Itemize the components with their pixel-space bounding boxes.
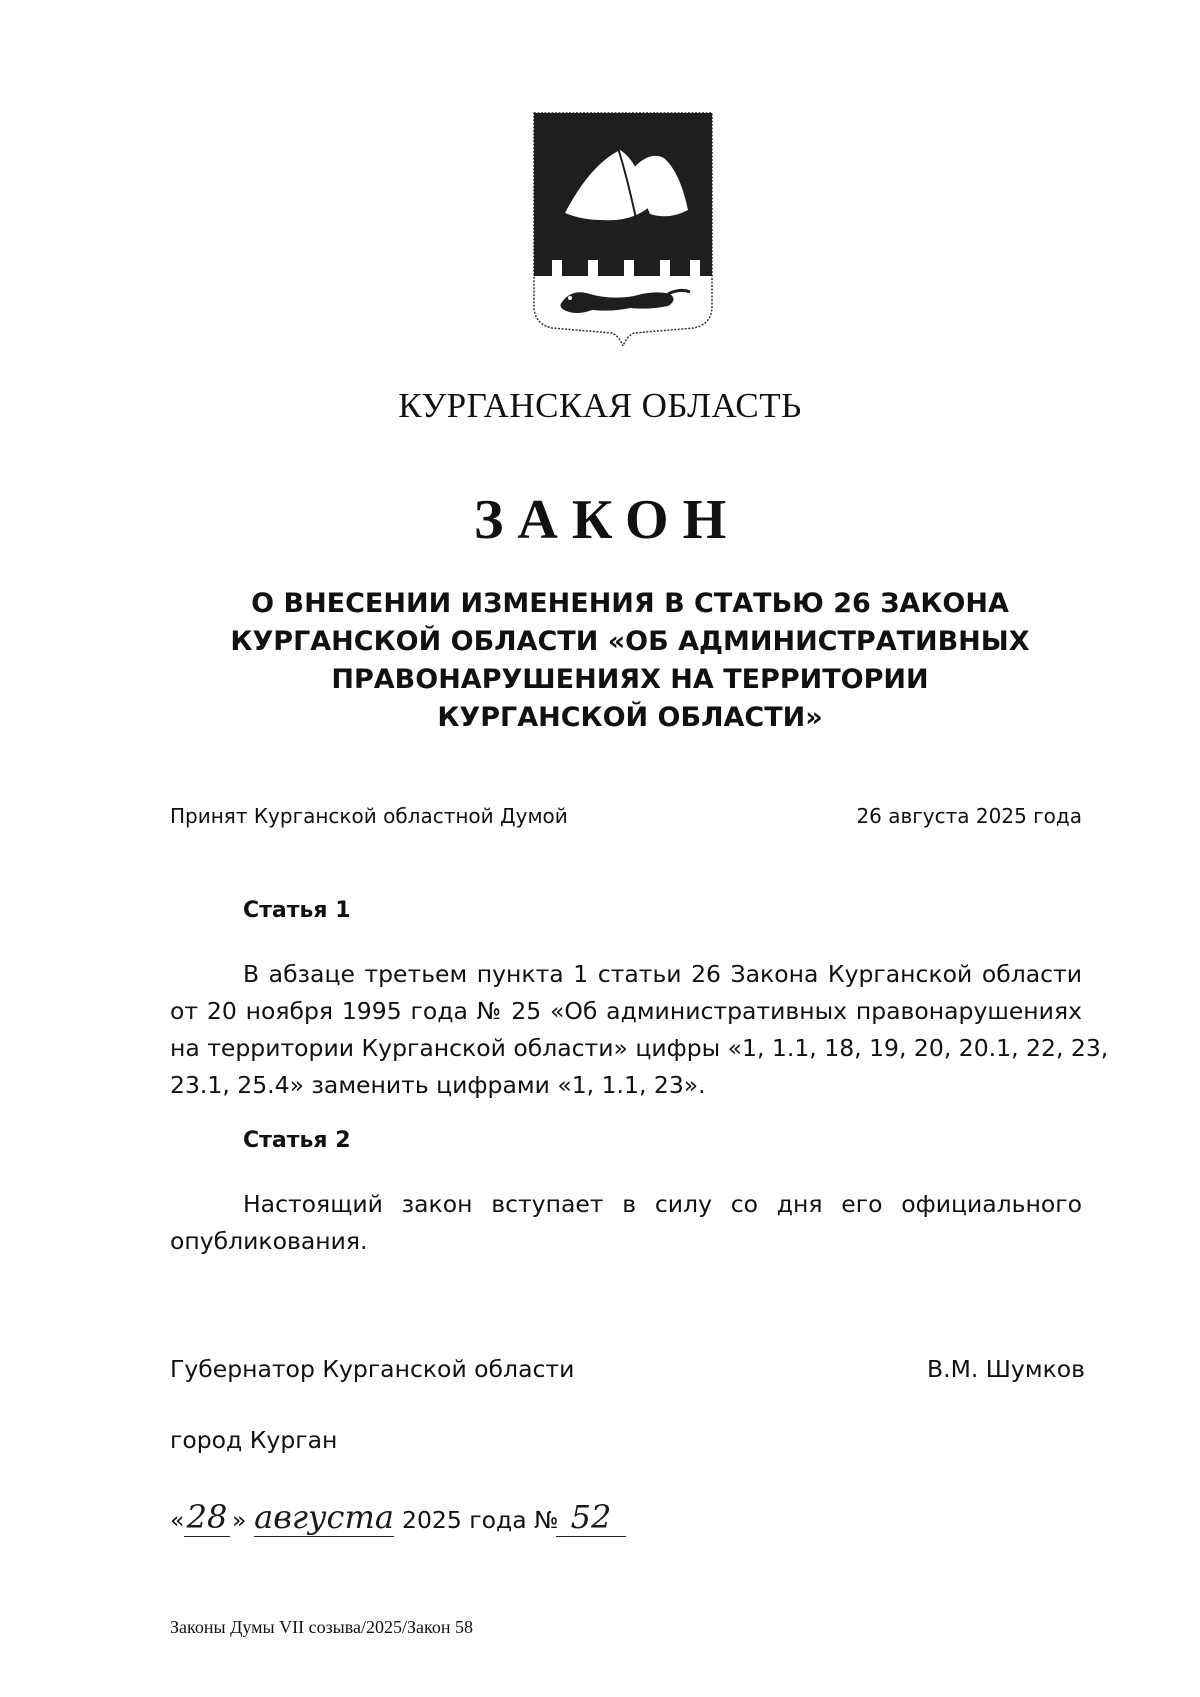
handwritten-number: 52 bbox=[556, 1498, 626, 1537]
law-title bbox=[140, 585, 1120, 737]
article-1-heading: Статья 1 bbox=[243, 898, 351, 923]
title-line: О ВНЕСЕНИИ ИЗМЕНЕНИЯ В СТАТЬЮ 26 ЗАКОНА bbox=[251, 588, 1009, 619]
signatory-name: В.М. Шумков bbox=[927, 1355, 1085, 1383]
coat-of-arms-emblem bbox=[530, 110, 716, 346]
document-type: ЗАКОН bbox=[473, 489, 741, 551]
handwritten-day: 28 bbox=[184, 1498, 230, 1537]
article-line: В абзаце третьем пункта 1 статьи 26 Закона Курганской области bbox=[243, 960, 1082, 988]
article-line: от 20 ноября 1995 года № 25 «Об административных правонарушениях bbox=[170, 997, 1082, 1025]
title-line: ПРАВОНАРУШЕНИЯХ НА ТЕРРИТОРИИ bbox=[331, 664, 929, 695]
region-name: КУРГАНСКАЯ ОБЛАСТЬ bbox=[398, 386, 802, 425]
signature-row bbox=[170, 1355, 1085, 1383]
article-2-body bbox=[170, 1186, 1082, 1260]
handwritten-month: августа bbox=[254, 1498, 394, 1536]
place-of-signing: город Курган bbox=[170, 1426, 338, 1454]
article-line: опубликования. bbox=[170, 1227, 368, 1255]
article-1-body bbox=[170, 956, 1109, 1104]
title-line: КУРГАНСКОЙ ОБЛАСТИ «ОБ АДМИНИСТРАТИВНЫХ bbox=[230, 626, 1030, 657]
adoption-date: 26 августа 2025 года bbox=[856, 804, 1082, 828]
signatory-position: Губернатор Курганской области bbox=[170, 1355, 575, 1383]
article-2-heading: Статья 2 bbox=[243, 1128, 351, 1153]
document-footer: Законы Думы VII созыва/2025/Закон 58 bbox=[170, 1617, 473, 1637]
adopted-by: Принят Курганской областной Думой bbox=[170, 804, 568, 828]
adoption-row bbox=[170, 804, 1082, 828]
year-number-label: 2025 года № bbox=[402, 1506, 559, 1534]
title-line: КУРГАНСКОЙ ОБЛАСТИ» bbox=[437, 702, 823, 733]
close-quote: » bbox=[232, 1506, 247, 1534]
article-line: на территории Курганской области» цифры «1, 1.1, 18, 19, 20, 20.1, 22, 23, bbox=[170, 1034, 1109, 1062]
article-line: Настоящий закон вступает в силу со дня его официального bbox=[243, 1190, 1082, 1218]
open-quote: « bbox=[170, 1506, 185, 1534]
article-line: 23.1, 25.4» заменить цифрами «1, 1.1, 23». bbox=[170, 1071, 706, 1099]
